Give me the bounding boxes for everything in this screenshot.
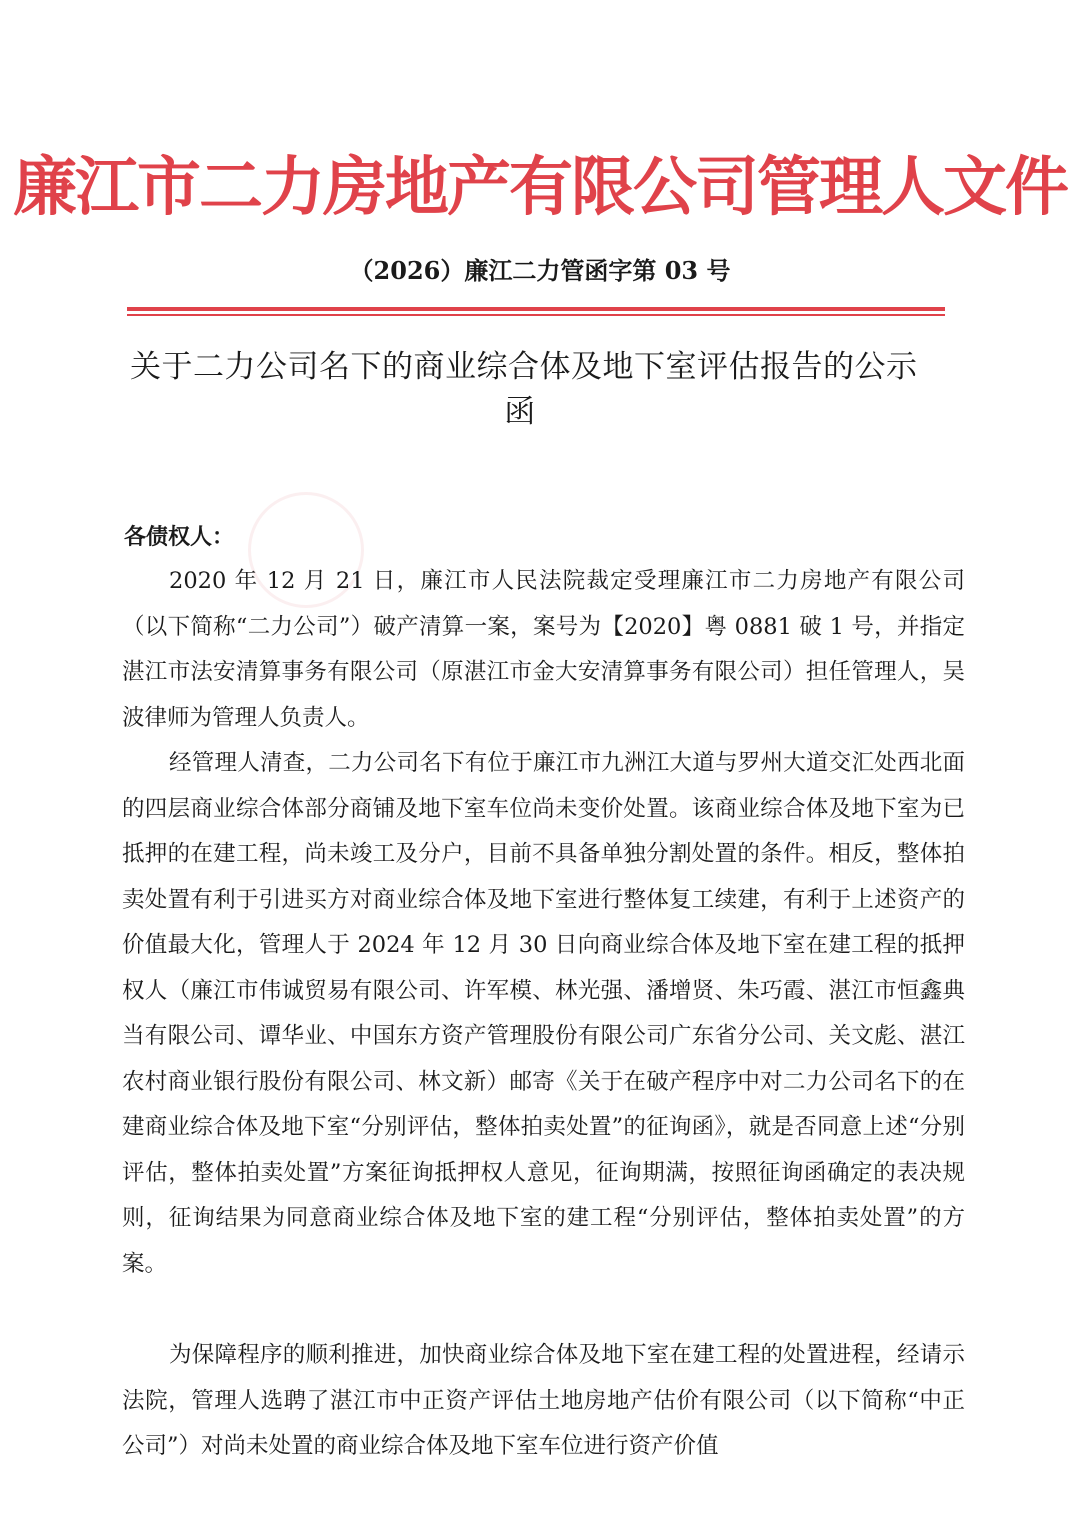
header-rule-thin: [127, 314, 945, 316]
document-number: （2026）廉江二力管函字第 03 号: [349, 256, 731, 285]
body-paragraph-3: 为保障程序的顺利推进，加快商业综合体及地下室在建工程的处置进程，经请示法院，管理人选聘了湛江市中正资产评估土地房地产估价有限公司（以下简称“中正公司”）对尚未处置的商业综合体及地下室车位进行资产价值: [122, 1342, 965, 1459]
body-paragraph-2: 经管理人清查，二力公司名下有位于廉江市九洲江大道与罗州大道交汇处西北面的四层商业综合体部分商铺及地下室车位尚未变价处置。该商业综合体及地下室为已抵押的在建工程，尚未竣工及分户，目前不具备单独分割处置的条件。相反，整体拍卖处置有利于引进买方对商业综合体及地下室进行整体复工续建，有利于上述资产的价值最大化，管理人于 2024 年 12 月 30 日向商业综合体及地下室在建工程的抵押权人（廉江市伟诚贸易有限公司、许军模、林光强、潘增贤、朱巧霞、湛江市恒鑫典当有限公司、谭华业、中国东方资产管理股份有限公司广东省分公司、关文彪、湛江农村商业银行股份有限公司、林文新）邮寄《关于在破产程序中对二力公司名下的在建商业综合体及地下室“分别评估，整体拍卖处置”的征询函》，就是否同意上述“分别评估，整体拍卖处置”方案征询抵押权人意见，征询期满，按照征询函确定的表决规则，征询结果为同意商业综合体及地下室的建工程“分别评估，整体拍卖处置”的方案。: [122, 750, 965, 1277]
document-title: [130, 345, 960, 435]
body-paragraph-1: 2020 年 12 月 21 日，廉江市人民法院裁定受理廉江市二力房地产有限公司（以下简称“二力公司”）破产清算一案，案号为【2020】粤 0881 破 1 号，并指定湛江市法安清算事务有限公司（原湛江市金大安清算事务有限公司）担任管理人，吴波律师为管理人负责人。: [122, 568, 965, 731]
title-line-2: 函: [504, 394, 536, 430]
salutation: 各债权人：: [124, 524, 235, 550]
header-rule-thick: [127, 307, 945, 311]
masthead-title: 廉江市二力房地产有限公司管理人文件: [13, 150, 1067, 225]
title-line-1: 关于二力公司名下的商业综合体及地下室评估报告的公示: [130, 349, 918, 385]
